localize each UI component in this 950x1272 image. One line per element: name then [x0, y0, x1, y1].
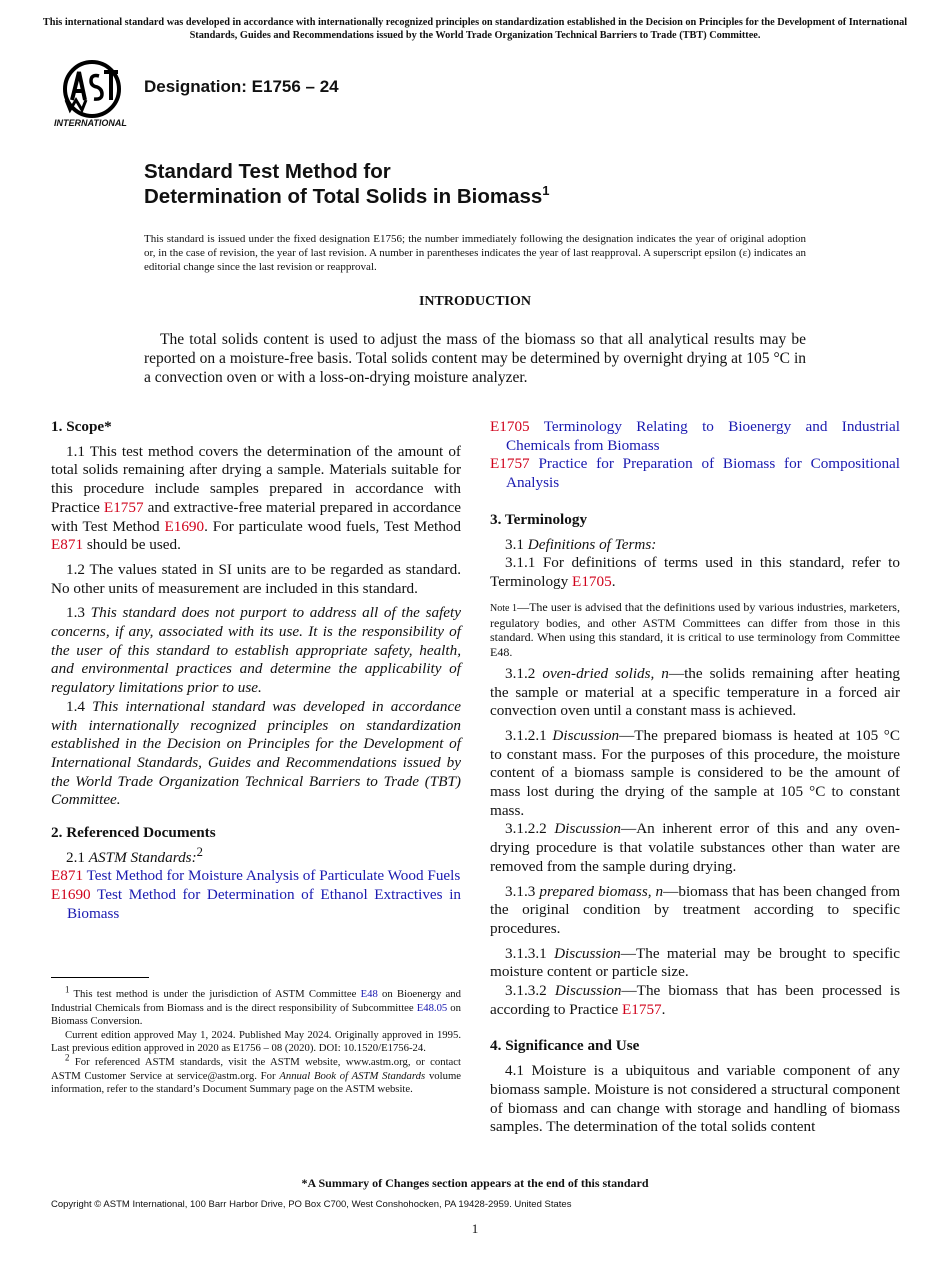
term-3-1-2: 3.1.2 oven-dried solids, n—the solids remaining after heating the sample or material at a specific temperature in a forced air convection oven until a constant mass is achieved.	[490, 664, 901, 720]
footnote-2: $^2$ For referenced ASTM standards, visit the ASTM website, www.astm.org, or contact ASTM Customer Service at service@astm.org. For Annual Book of ASTM Standards volume information, refer to the standard’s Document Summary page on the ASTM website.	[51, 1052, 461, 1096]
scope-1-2: 1.2 The values stated in SI units are to be regarded as standard. No other units of measurement are included in this standard.	[51, 560, 461, 597]
ref-item[interactable]: E871 Test Method for Moisture Analysis of Particulate Wood Fuels	[51, 867, 461, 885]
designation: Designation: E1756 – 24	[144, 77, 339, 96]
note-1: Note 1—The user is advised that the definitions used by various industries, marketers, regulatory bodies, and other ASTM Committees can differ from those in this standard. When using this standard, it is critical to use terminology from Committee E48.	[490, 599, 900, 659]
footnote-edition: Current edition approved May 1, 2024. Published May 2024. Originally approved in 1995. Last previous edition approved in 2020 as E1756 – 08 (2020). DOI: 10.1520/E1756-24.	[51, 1028, 461, 1055]
ref-item[interactable]: E1690 Test Method for Determination of Ethanol Extractives in Biomass	[51, 886, 462, 922]
introduction-text: The total solids content is used to adjust the mass of the biomass so that all analytical results may be reported on a moisture-free basis. Total solids content may be determined by overnight drying at 105 °C in a convection oven or with a loss-on-drying moisture analyzer.	[144, 331, 806, 386]
term-3-1-2-2: 3.1.2.2 Discussion—An inherent error of this and any oven-drying procedure is that volatile substances other than water are removed from the sample during drying.	[490, 820, 900, 875]
introduction-heading: INTRODUCTION	[418, 294, 531, 309]
page-number: 1	[471, 1221, 479, 1236]
title-line1: Standard Test Method for	[144, 160, 391, 183]
term-3-1-3-1: 3.1.3.1 Discussion—The material may be brought to specific moisture content or particle size.	[490, 944, 900, 981]
term-3-1-2-1: 3.1.2.1 Discussion—The prepared biomass is heated at 105 °C to constant mass. For the purposes of this procedure, the moisture content of a biomass sample is considered to be the amount of mass lost during the drying of the sample at 105 °C to constant mass.	[490, 726, 901, 819]
issue-note: This standard is issued under the fixed designation E1756; the number immediately following the designation indicates the year of original adoption or, in the case of revision, the year of last revision. A number in parentheses indicates the year of last reapproval. A superscript epsilon (ε) indicates an editorial change since the last revision or reapproval.	[144, 233, 806, 274]
term-3-1-3-2: 3.1.3.2 Discussion—The biomass that has been processed is according to Practice E1757.	[490, 982, 900, 1018]
section-4-heading: 4. Significance and Use	[490, 1037, 640, 1055]
link-e1705[interactable]: E1705	[572, 572, 612, 590]
section-1-heading: 1. Scope*	[51, 418, 112, 435]
ref-item[interactable]: E1757 Practice for Preparation of Biomass for Compositional Analysis	[490, 455, 901, 492]
scope-1-3: 1.3 This standard does not purport to address all of the safety concerns, if any, associated with its use. It is the responsibility of the user of this standard to establish appropriate safety, health, and environmental practices and determine the applicability of regulatory limitations prior to use.	[51, 604, 462, 697]
astm-standards-subhead: 2.1 ASTM Standards:$^2$	[66, 844, 203, 866]
left-column	[51, 418, 461, 924]
title-footnote-mark: 1	[542, 183, 550, 199]
footnotes	[51, 984, 461, 1097]
link-e871[interactable]: E871	[51, 536, 84, 554]
footnote-1: $^1$ This test method is under the jurisdiction of ASTM Committee E48 on Bioenergy and Industrial Chemicals from Biomass and is the direct responsibility of Subcommittee E48.05 on Biomass Conversion.	[51, 984, 461, 1028]
significance-4-1: 4.1 Moisture is a ubiquitous and variable component of any biomass sample. Moisture is not considered a structural component of biomass and can change with storage and handling of biomass samples. The determination of the total solids content	[490, 1062, 900, 1136]
astm-logo-icon	[65, 62, 119, 116]
section-2-heading: 2. Referenced Documents	[51, 824, 216, 842]
link-e48-05[interactable]: E48.05	[416, 1001, 448, 1014]
top-notice: This international standard was developed in accordance with internationally recognized principles on standardization established in the Decision on Principles for the Development of International Standards, Guides and Recommendations issued by the World Trade Organization Technical Barriers to Trade (TBT) Committee.	[42, 17, 908, 41]
ref-item[interactable]: E1705 Terminology Relating to Bioenergy and Industrial Chemicals from Biomass	[490, 418, 900, 454]
title-line2: Determination of Total Solids in Biomass	[144, 185, 543, 208]
copyright: Copyright © ASTM International, 100 Barr Harbor Drive, PO Box C700, West Conshohocken, PA 19428-2959. United States	[51, 1199, 572, 1210]
footnote-divider	[51, 977, 149, 978]
logo-text: INTERNATIONAL	[54, 118, 127, 128]
astm-logo	[52, 56, 136, 132]
term-3-1-3: 3.1.3 prepared biomass, n—biomass that has been changed from the original condition by treatment according to specific procedures.	[490, 882, 901, 937]
summary-of-changes-note: *A Summary of Changes section appears at the end of this standard	[301, 1176, 649, 1190]
scope-1-4: 1.4 This international standard was developed in accordance with internationally recognized principles on standardization established in the Decision on Principles for the Development of International Standards, Guides and Recommendations issued by the World Trade Organization Technical Barriers to Trade (TBT) Committee.	[51, 697, 462, 809]
page-title	[144, 159, 550, 209]
link-e1757[interactable]: E1757	[103, 498, 144, 516]
link-e1757[interactable]: E1757	[622, 1000, 662, 1018]
link-e1690[interactable]: E1690	[164, 517, 205, 535]
link-e48[interactable]: E48	[360, 988, 378, 1000]
section-3-heading: 3. Terminology	[490, 510, 588, 528]
term-3-1: 3.1 Definitions of Terms:	[505, 535, 657, 553]
right-column	[490, 418, 900, 1137]
term-3-1-1: 3.1.1 For definitions of terms used in this standard, refer to Terminology E1705.	[490, 554, 900, 590]
scope-1-1: 1.1 This test method covers the determination of the amount of total solids remaining after drying a sample. Materials suitable for this procedure include samples prepared in accordance with Practice E1757 and extractive-free material prepared in accordance with Test Method E1690. For particulate wood fuels, Test Method E871 should be used.	[51, 442, 461, 554]
